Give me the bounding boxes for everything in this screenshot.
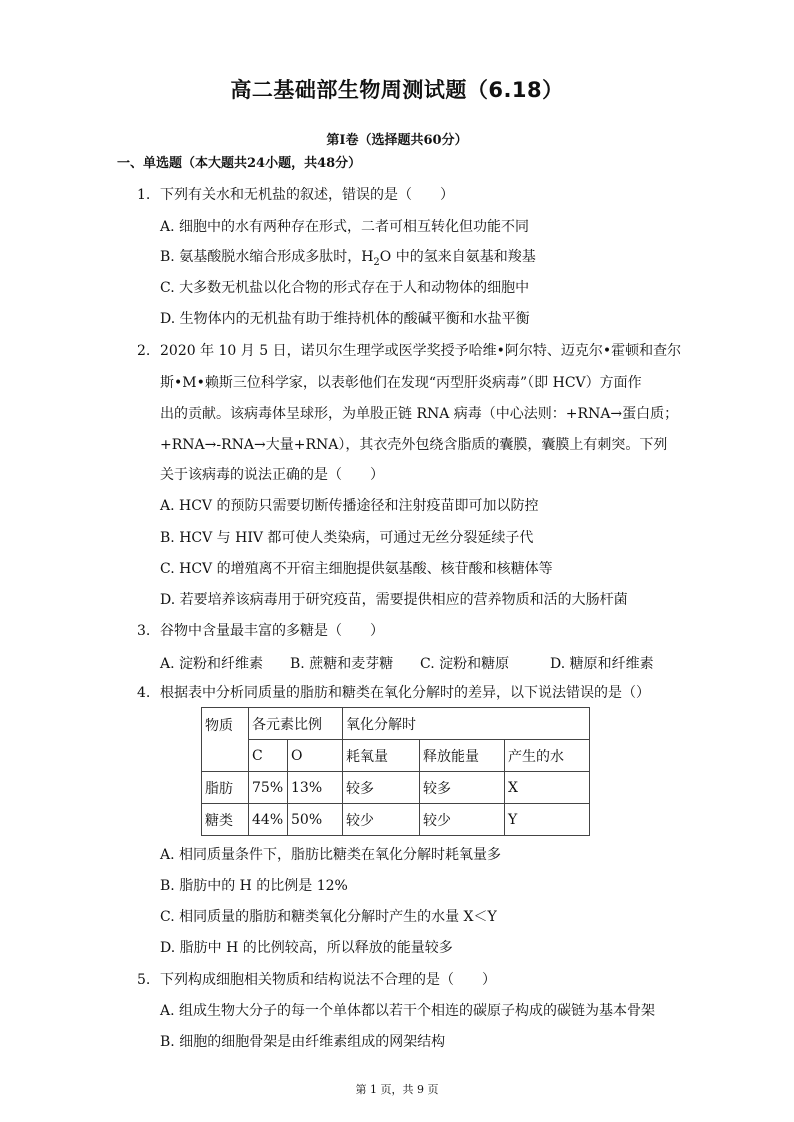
section-heading: 一、单选题（本大题共24小题，共48分）	[117, 156, 362, 171]
table-header-cell: 氧化分解时	[343, 708, 590, 740]
subscript: 2	[373, 256, 380, 268]
option-b: B. 蔗糖和麦芽糖	[290, 656, 394, 672]
option-b: B. 细胞的细胞骨架是由纤维素组成的网架结构	[160, 1034, 446, 1050]
option-d: D. 脂肪中 H 的比例较高，所以释放的能量较多	[160, 940, 453, 956]
option-d: D. 糖原和纤维素	[550, 656, 654, 672]
option-c: C. 大多数无机盐以化合物的形式存在于人和动物体的细胞中	[160, 280, 530, 296]
page-footer: 第 1 页，共 9 页	[355, 1083, 439, 1096]
option-b: B. 脂肪中的 H 的比例是 12%	[160, 878, 348, 894]
table-cell: 较少	[343, 804, 420, 836]
option-c: C. HCV 的增殖离不开宿主细胞提供氨基酸、核苷酸和核糖体等	[160, 561, 553, 577]
question-stem: 谷物中含量最丰富的多糖是（ ）	[160, 623, 384, 639]
table-header-cell: 物质	[202, 708, 249, 772]
table-cell: X	[505, 772, 590, 804]
question-number: 3.	[137, 623, 151, 639]
table-header-cell: O	[288, 740, 343, 772]
table-row	[202, 740, 590, 772]
table-header-cell: 释放能量	[420, 740, 505, 772]
option-b	[160, 248, 536, 272]
question-stem: 下列有关水和无机盐的叙述，错误的是（ ）	[160, 187, 454, 203]
question-number: 5.	[137, 972, 151, 988]
table-cell: 较多	[420, 772, 505, 804]
data-table	[201, 707, 590, 836]
question-number: 4.	[137, 685, 151, 701]
option-d: D. 若要培养该病毒用于研究疫苗，需要提供相应的营养物质和活的大肠杆菌	[160, 592, 628, 608]
option-d: D. 生物体内的无机盐有助于维持机体的酸碱平衡和水盐平衡	[160, 311, 530, 327]
table-header-cell: 产生的水	[505, 740, 590, 772]
option-c: C. 相同质量的脂肪和糖类氧化分解时产生的水量 X＜Y	[160, 909, 497, 925]
question-stem-line: 关于该病毒的说法正确的是（ ）	[160, 467, 384, 483]
options-row	[160, 653, 680, 673]
option-a: A. 淀粉和纤维素	[160, 656, 264, 672]
option-c: C. 淀粉和糖原	[420, 656, 510, 672]
volume-heading: 第Ⅰ卷（选择题共60分）	[326, 133, 468, 148]
question-number: 2.	[137, 343, 151, 359]
table-cell: 75%	[249, 772, 288, 804]
option-a: A. HCV 的预防只需要切断传播途径和注射疫苗即可加以防控	[160, 498, 539, 514]
table-row	[202, 772, 590, 804]
option-a: A. 细胞中的水有两种存在形式，二者可相互转化但功能不同	[160, 219, 530, 235]
question-stem: 根据表中分析同质量的脂肪和糖类在氧化分解时的差异，以下说法错误的是（）	[160, 685, 650, 701]
table-cell: 糖类	[202, 804, 249, 836]
table-cell: 50%	[288, 804, 343, 836]
question-stem-line: 2020 年 10 月 5 日，诺贝尔生理学或医学奖授予哈维•阿尔特、迈克尔•霍顿和查尔	[160, 343, 682, 359]
page-title: 高二基础部生物周测试题（6.18）	[230, 78, 564, 102]
question-stem-line: +RNA→-RNA→大量+RNA），其衣壳外包绕含脂质的囊膜，囊膜上有刺突。下列	[160, 437, 668, 453]
question-stem-line: 出的贡献。该病毒体呈球形，为单股正链 RNA 病毒（中心法则：+RNA→蛋白质；	[160, 406, 679, 422]
question-stem: 下列构成细胞相关物质和结构说法不合理的是（ ）	[160, 972, 496, 988]
table-header-cell: 各元素比例	[249, 708, 343, 740]
table-header-cell: 耗氧量	[343, 740, 420, 772]
option-b-text-rest: O 中的氢来自氨基和羧基	[379, 249, 536, 265]
table-row	[202, 708, 590, 740]
option-a: A. 组成生物大分子的每一个单体都以若干个相连的碳原子构成的碳链为基本骨架	[160, 1003, 656, 1019]
table-cell: 较少	[420, 804, 505, 836]
table-cell: 脂肪	[202, 772, 249, 804]
table-row	[202, 804, 590, 836]
question-number: 1.	[137, 187, 151, 203]
table-cell: 较多	[343, 772, 420, 804]
table-cell: 13%	[288, 772, 343, 804]
option-b-text: B. 氨基酸脱水缩合形成多肽时，H	[160, 249, 374, 265]
question-stem-line: 斯•M•赖斯三位科学家，以表彰他们在发现“丙型肝炎病毒”（即 HCV）方面作	[160, 375, 642, 391]
table-cell: 44%	[249, 804, 288, 836]
option-b: B. HCV 与 HIV 都可使人类染病，可通过无丝分裂延续子代	[160, 530, 534, 546]
table-header-cell: C	[249, 740, 288, 772]
table-cell: Y	[505, 804, 590, 836]
option-a: A. 相同质量条件下，脂肪比糖类在氧化分解时耗氧量多	[160, 847, 502, 863]
